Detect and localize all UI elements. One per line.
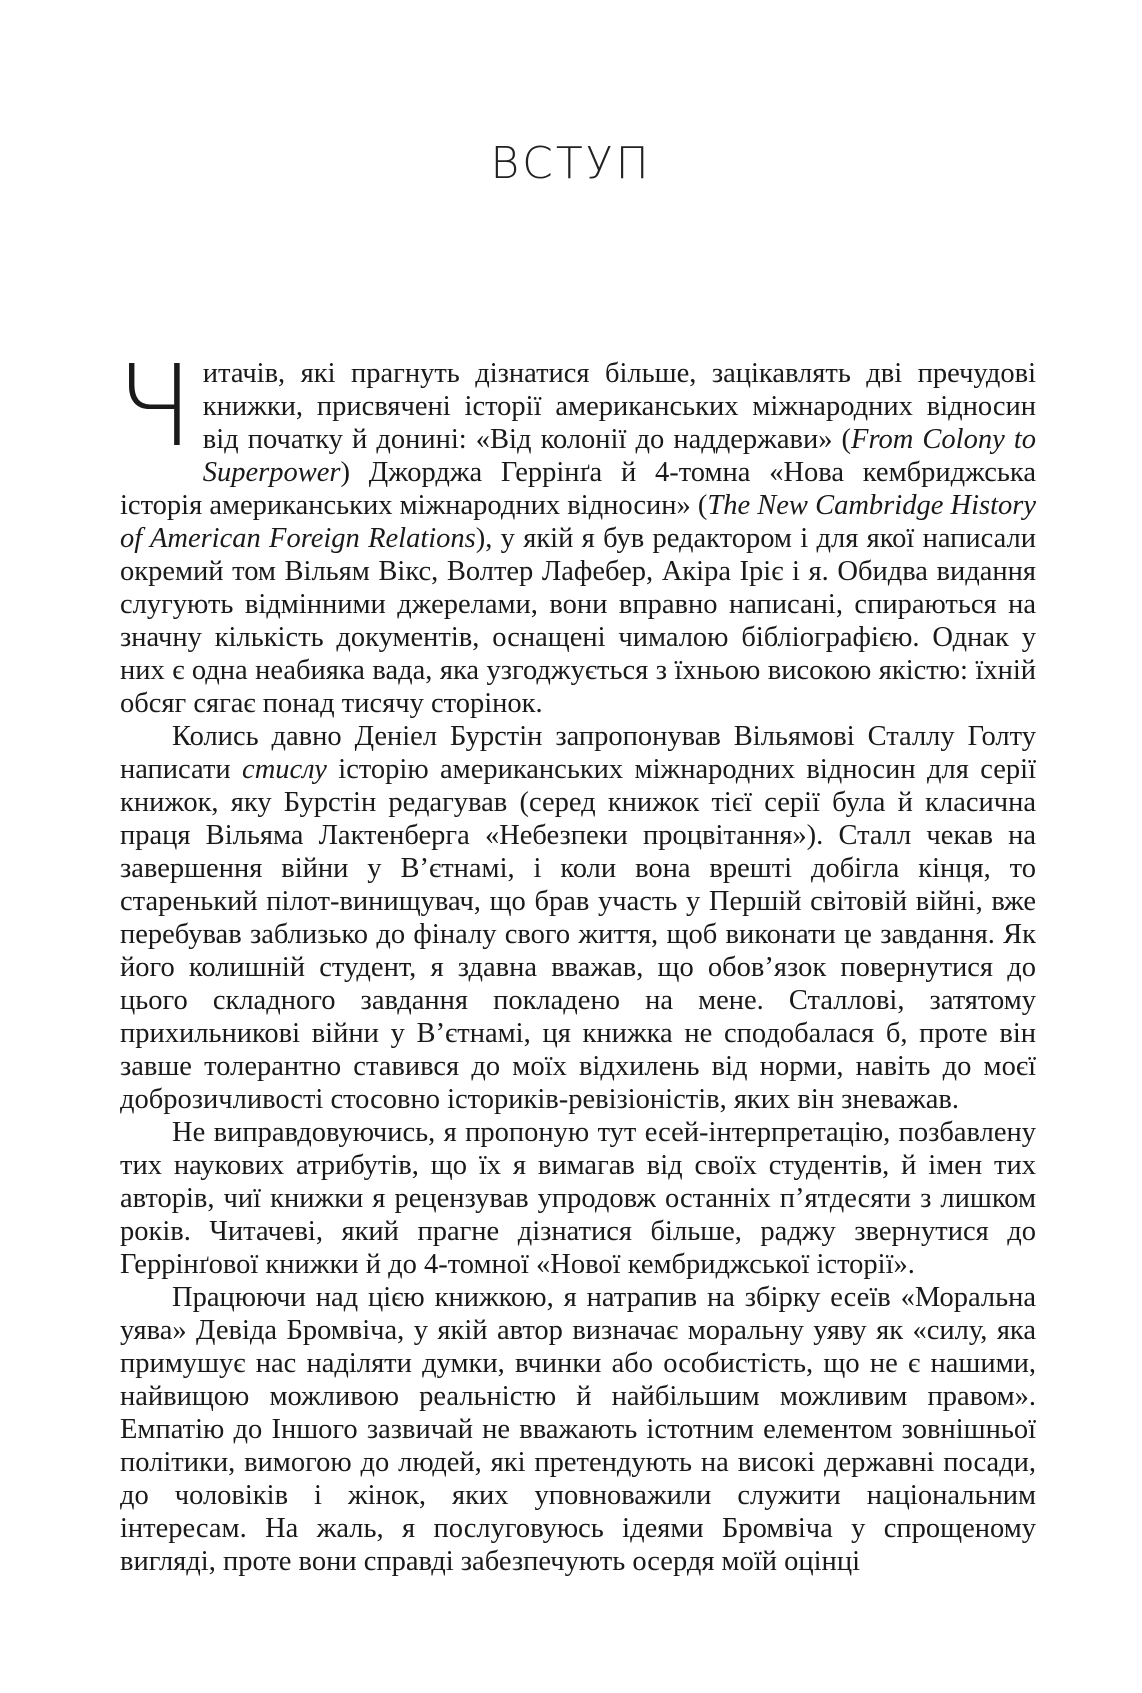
paragraph-2-segment-2: історію американських міжнародних відносин для серії книжок, яку Бурстін редагував (серед книжок тієї серії була й класична праця Вільяма Лактенберга «Небезпеки процвітання»). Сталл чекав на завершення війни у В’єтнамі, і коли вона врешті добігла кінця, то старенький пілот-винищувач, що брав участь у Першій світовій війні, вже перебував заблизько до фіналу свого життя, щоб виконати це завдання. Як його колишній студент, я здавна вважав, що обов’язок повернутися до цього складного завдання покладено на мене. Сталлові, затятому прихильникові війни у В’єтнамі, ця книжка не сподобалася б, проте він завше толерантно ставився до моїх відхилень від норми, навіть до моєї доброзичливості стосовно істориків-ревізіоністів, яких він зневажав. (120, 754, 1036, 1115)
paragraph-1-italic-title-2: The New Cambridge History of American Foreign Relations (120, 490, 1036, 554)
paragraph-1-segment-2: ) Джорджа Геррінґа й 4-томна «Нова кембриджська історія американських міжнародних відносин» ( (120, 457, 1036, 521)
paragraph-2 (120, 720, 1036, 1116)
paragraph-3: Не виправдовуючись, я пропоную тут есей-інтерпретацію, позбавлену тих наукових атрибутів, що їх я вимагав від своїх студентів, й імен тих авторів, чиї книжки я рецензував упродовж останніх п’ятдесяти з лишком років. Читачеві, який прагне дізнатися більше, раджу звернутися до Геррінґової книжки й до 4-томної «Нової кембриджської історії». (120, 1117, 1036, 1280)
paragraph-2-segment-1: Колись давно Деніел Бурстін запропонував Вільямові Сталлу Голту написати (120, 721, 1036, 785)
paragraph-1-segment-3: ), у якій я був редактором і для якої написали окремий том Вільям Вікс, Волтер Лафебер, Акіра Іріє і я. Обидва видання слугують відмінними джерелами, вони вправно написані, спираються на значну кількість документів, оснащені чималою бібліографією. Однак у них є одна неабияка вада, яка узгоджується з їхньою високою якістю: їхній обсяг сягає понад тисячу сторінок. (120, 523, 1036, 719)
body-text (116, 342, 1036, 1578)
paragraph-2-italic-word: стислу (242, 754, 327, 785)
paragraph-1 (116, 342, 1036, 720)
drop-cap-letter: Ч (116, 342, 193, 472)
chapter-title: ВСТУП (490, 138, 652, 189)
paragraph-1-segment-1: итачів, які прагнуть дізнатися більше, зацікавлять дві пречудові книжки, присвячені історії американських міжнародних відносин від початку й донині: «Від колонії до наддержави» ( (202, 358, 1036, 455)
paragraph-1-italic-title-1: From Colony to Superpower (202, 424, 1036, 488)
paragraph-4: Працюючи над цією книжкою, я натрапив на збірку есеїв «Моральна уява» Девіда Бромвіча, у якій автор визначає моральну уяву як «силу, яка примушує нас наділяти думки, вчинки або особистість, що не є нашими, найвищою можливою реальністю й найбільшим можливим правом». Емпатію до Іншого зазвичай не вважають істотним елементом зовнішньої політики, вимогою до людей, які претендують на високі державні посади, до чоловіків і жінок, яких уповноважили служити національним інтересам. На жаль, я послуговуюсь ідеями Бромвіча у спрощеному вигляді, проте вони справді забезпечують осердя моїй оцінці (120, 1282, 1036, 1577)
